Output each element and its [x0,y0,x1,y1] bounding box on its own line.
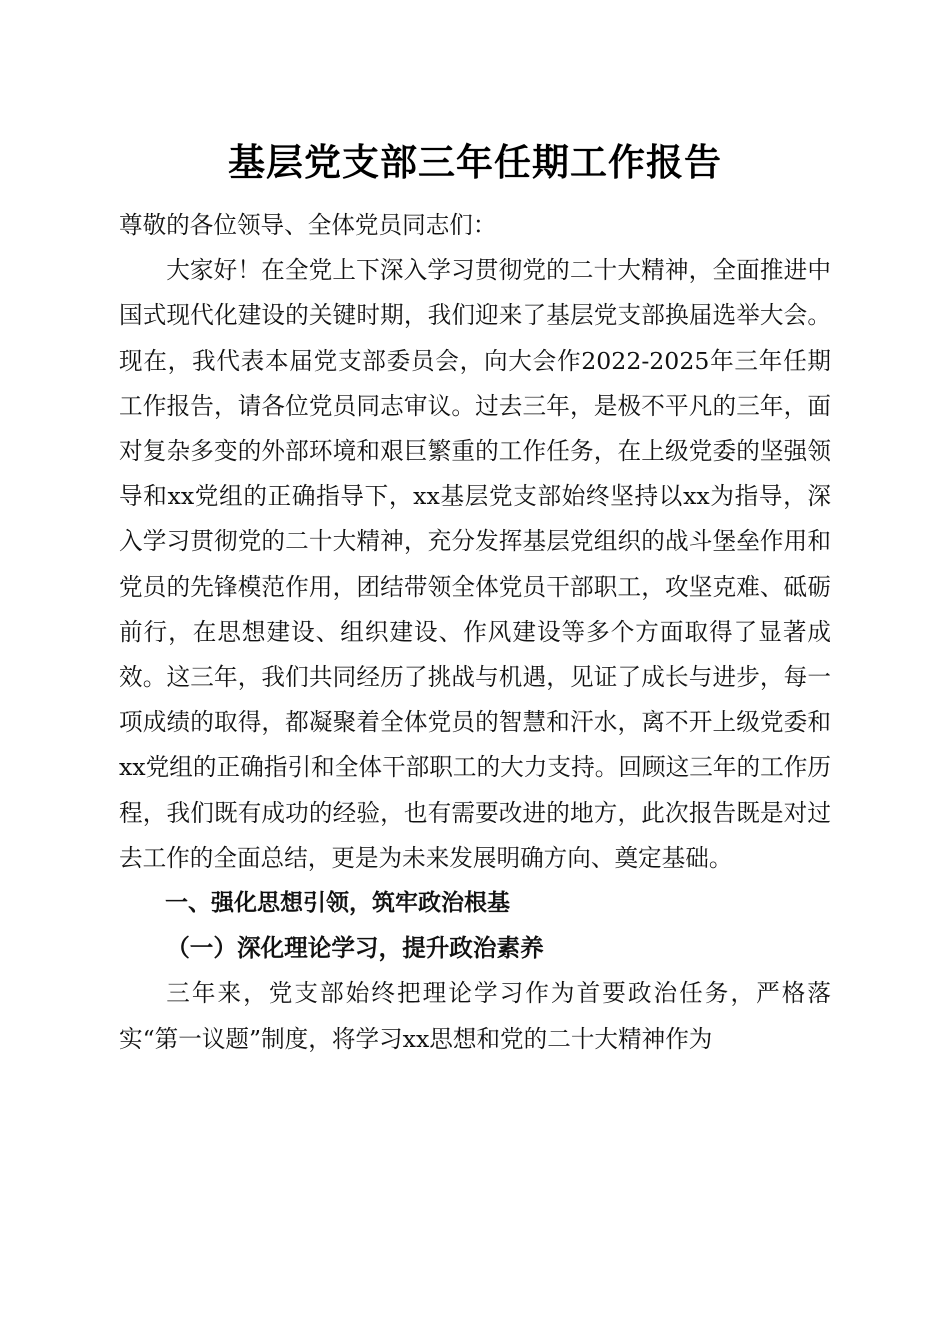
subsection-heading: （一）深化理论学习，提升政治素养 [166,934,544,963]
body-paragraph: 三年来，党支部始终把理论学习作为首要政治任务，严格落实“第一议题”制度，将学习xx思想和党的二十大精神作为 [119,979,831,1053]
section-heading: 一、强化思想引领，筑牢政治根基 [165,890,510,917]
greeting-line: 尊敬的各位领导、全体党员同志们： [119,211,497,239]
document-body [119,203,831,1062]
intro-paragraph: 大家好！在全党上下深入学习贯彻党的二十大精神，全面推进中国式现代化建设的关键时期，我们迎来了基层党支部换届选举大会。现在，我代表本届党支部委员会，向大会作2022-2025年三年任期工作报告，请各位党员同志审议。过去三年，是极不平凡的三年，面对复杂多变的外部环境和艰巨繁重的工作任务，在上级党委的坚强领导和xx党组的正确指导下，xx基层党支部始终坚持以xx为指导，深入学习贯彻党的二十大精神，充分发挥基层党组织的战斗堡垒作用和党员的先锋模范作用，团结带领全体党员干部职工，攻坚克难、砥砺前行，在思想建设、组织建设、作风建设等多个方面取得了显著成效。这三年，我们共同经历了挑战与机遇，见证了成长与进步，每一项成绩的取得，都凝聚着全体党员的智慧和汗水，离不开上级党委和xx党组的正确指引和全体干部职工的大力支持。回顾这三年的工作历程，我们既有成功的经验，也有需要改进的地方，此次报告既是对过去工作的全面总结，更是为未来发展明确方向、奠定基础。 [119,256,831,872]
document-title: 基层党支部三年任期工作报告 [228,140,722,184]
